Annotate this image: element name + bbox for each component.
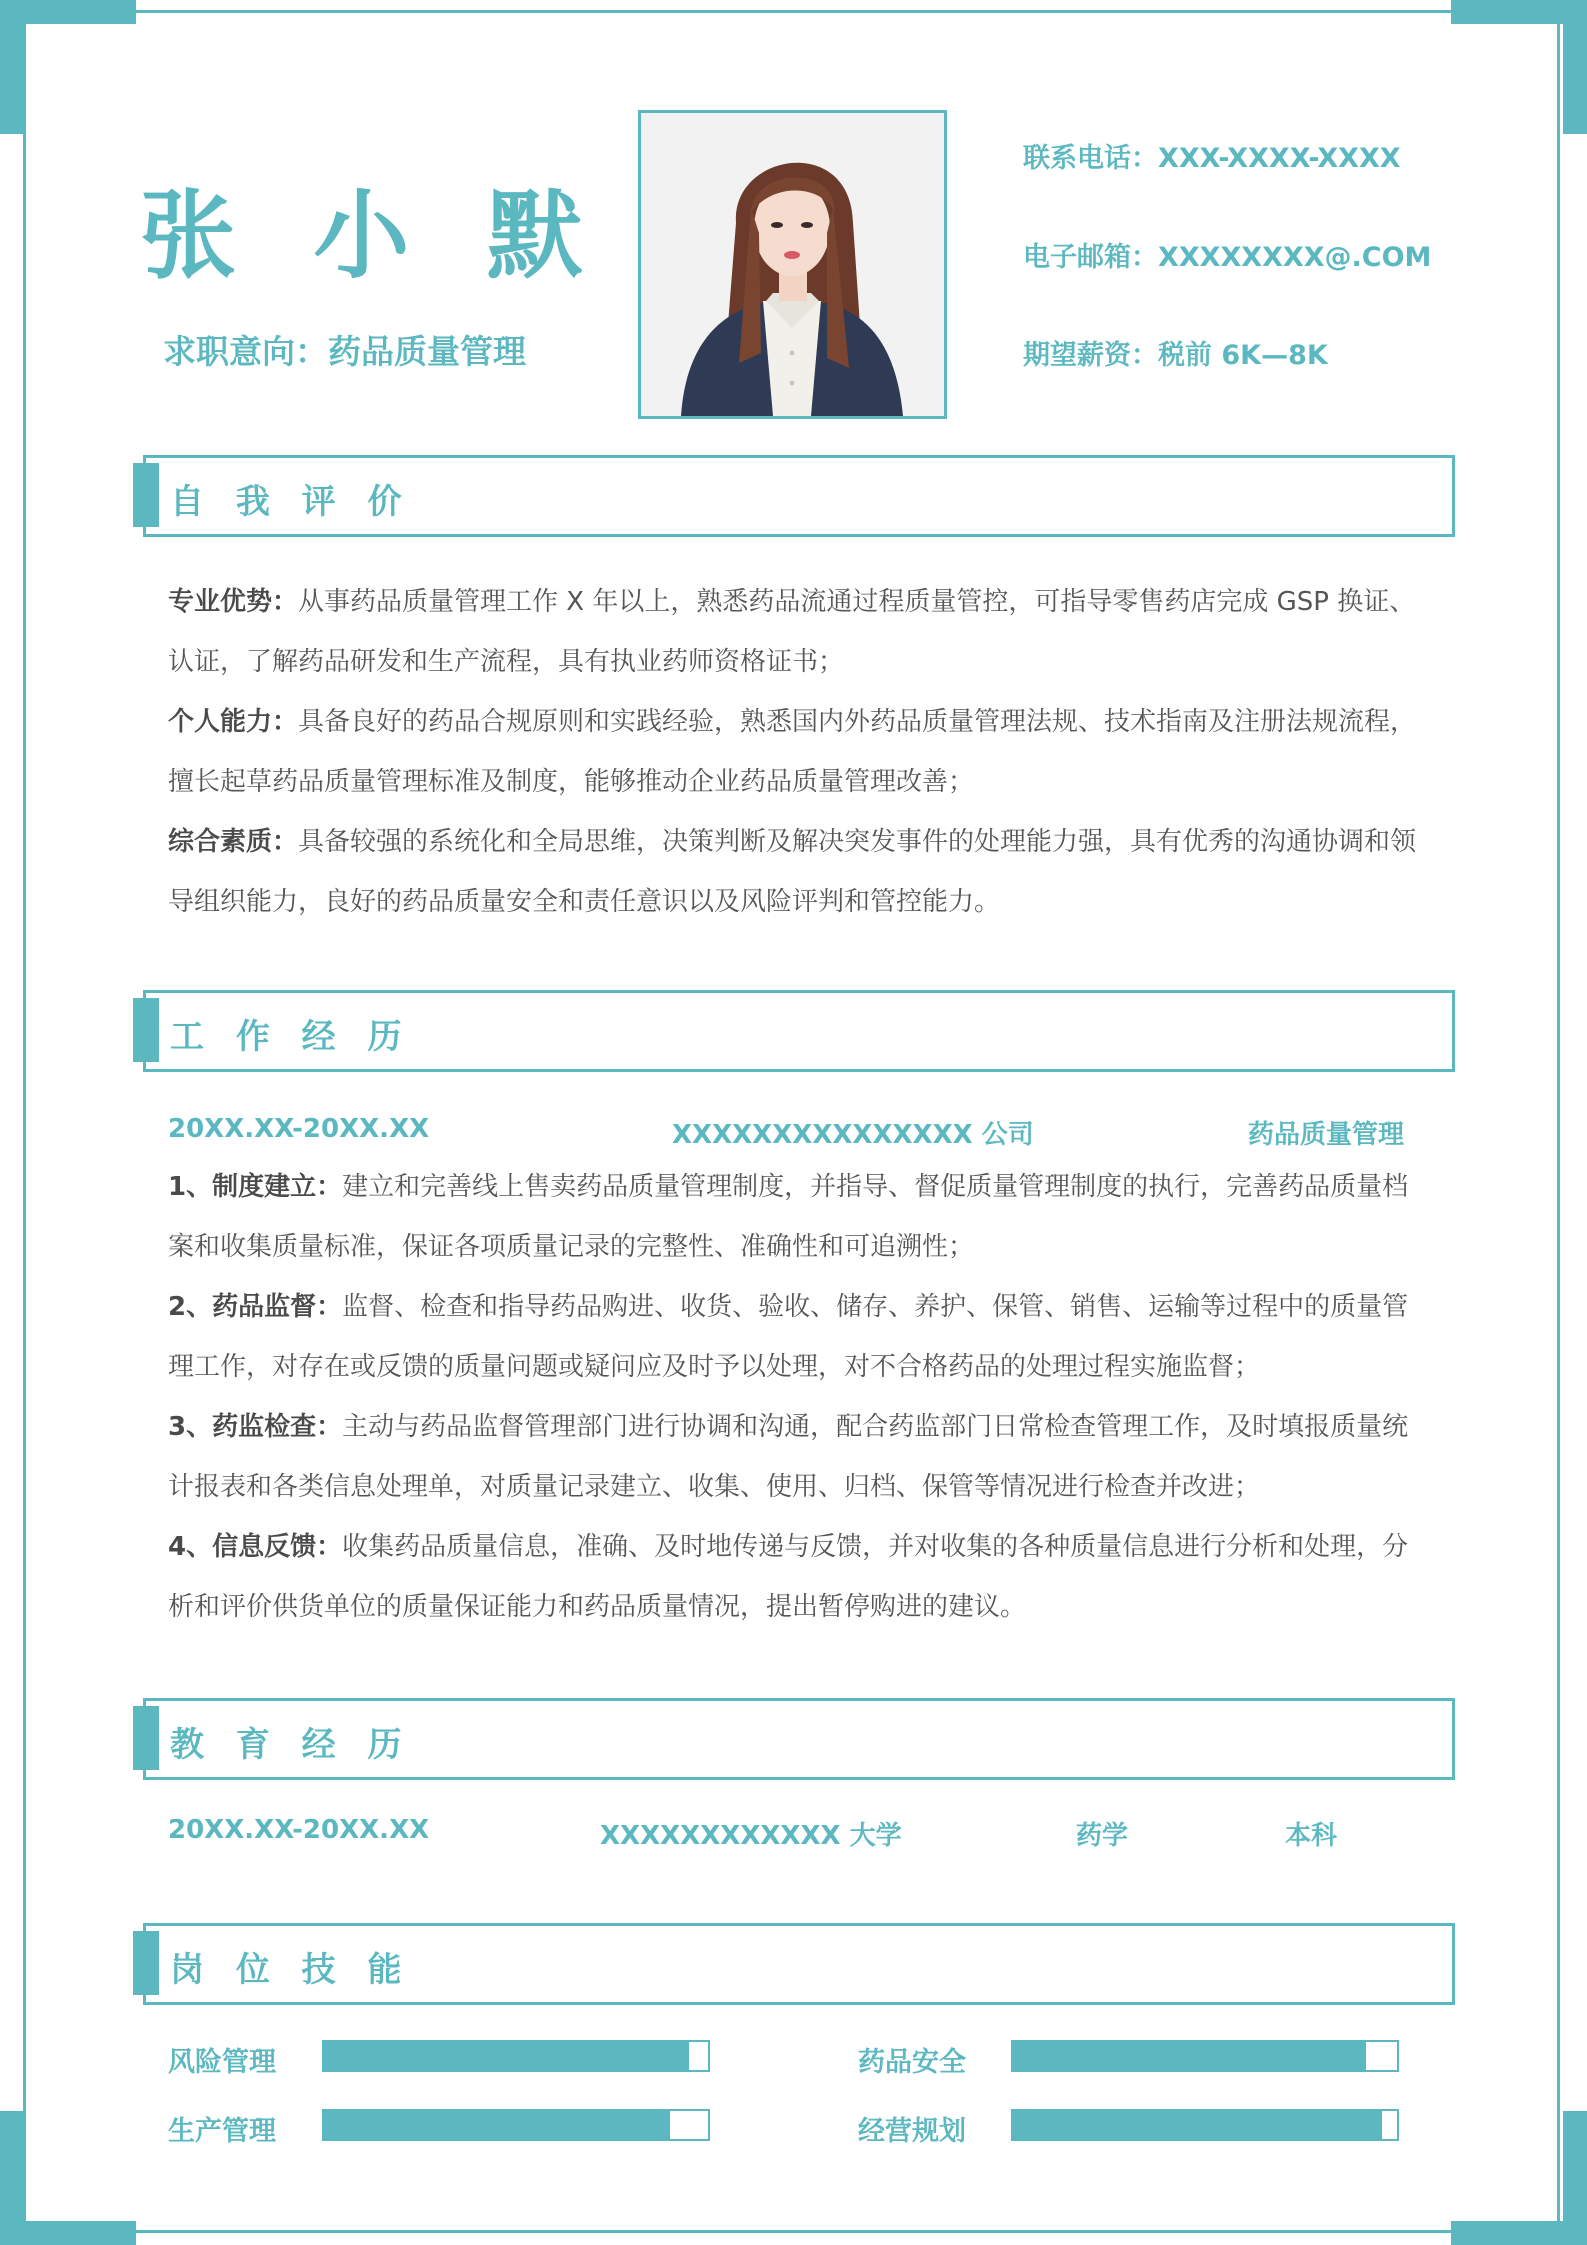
skill-bar <box>1011 2109 1399 2141</box>
skill-label: 经营规划 <box>858 2116 966 2147</box>
skill-bar-fill <box>1013 2042 1366 2070</box>
corner-top-right-v <box>1563 0 1587 134</box>
work-position: 药品质量管理 <box>1248 1120 1405 1150</box>
item-text: 收集药品质量信息，准确、及时地传递与反馈，并对收集的各种质量信息进行分析和处理，分析和评价供货单位的质量保证能力和药品质量情况，提出暂停购进的建议。 <box>168 1532 1409 1622</box>
self-eval-item <box>168 692 1428 812</box>
item-text: 建立和完善线上售卖药品质量管理制度，并指导、督促质量管理制度的执行，完善药品质量档案和收集质量标准，保证各项质量记录的完整性、准确性和可追溯性； <box>168 1172 1409 1262</box>
work-body <box>168 1157 1428 1637</box>
skill-label: 风险管理 <box>168 2047 276 2078</box>
skill-bar-fill <box>324 2111 670 2139</box>
self-eval-body <box>168 572 1428 932</box>
item-label: 3、药监检查： <box>168 1412 343 1442</box>
work-period: 20XX.XX-20XX.XX <box>168 1114 430 1144</box>
job-intent: 求职意向：药品质量管理 <box>163 332 526 371</box>
self-eval-item <box>168 572 1428 692</box>
section-title-work: 工 作 经 历 <box>170 1017 412 1057</box>
skill-bar-fill <box>1013 2111 1382 2139</box>
edu-major: 药学 <box>1076 1821 1129 1851</box>
work-company: XXXXXXXXXXXXXXX 公司 <box>672 1120 1034 1150</box>
section-accent-bar <box>133 1706 159 1770</box>
contact-salary: 期望薪资：税前 6K—8K <box>1023 340 1328 371</box>
item-label: 专业优势： <box>168 587 299 617</box>
skill-label: 生产管理 <box>168 2116 276 2147</box>
item-text: 主动与药品监督管理部门进行协调和沟通，配合药监部门日常检查管理工作，及时填报质量统计报表和各类信息处理单，对质量记录建立、收集、使用、归档、保管等情况进行检查并改进； <box>168 1412 1409 1502</box>
item-label: 1、制度建立： <box>168 1172 343 1202</box>
item-label: 2、药品监督： <box>168 1292 343 1322</box>
skill-bar <box>322 2109 710 2141</box>
corner-bottom-right-v <box>1563 2111 1587 2245</box>
section-title-skills: 岗 位 技 能 <box>170 1950 412 1990</box>
work-item <box>168 1157 1428 1277</box>
item-text: 具备较强的系统化和全局思维，决策判断及解决突发事件的处理能力强，具有优秀的沟通协调和领导组织能力，良好的药品质量安全和责任意识以及风险评判和管控能力。 <box>168 827 1417 917</box>
self-eval-item <box>168 812 1428 932</box>
skill-bar-fill <box>324 2042 689 2070</box>
skill-bar <box>322 2040 710 2072</box>
item-text: 从事药品质量管理工作 X 年以上，熟悉药品流通过程质量管控，可指导零售药店完成 GSP 换证、认证，了解药品研发和生产流程，具有执业药师资格证书； <box>168 587 1416 677</box>
work-item <box>168 1277 1428 1397</box>
work-item <box>168 1397 1428 1517</box>
contact-phone: 联系电话：XXX-XXXX-XXXX <box>1023 143 1401 174</box>
item-label: 个人能力： <box>168 707 299 737</box>
corner-bottom-left-v <box>0 2111 24 2245</box>
section-title-self-eval: 自 我 评 价 <box>170 482 412 522</box>
skill-label: 药品安全 <box>858 2047 966 2078</box>
section-title-education: 教 育 经 历 <box>170 1725 412 1765</box>
item-text: 监督、检查和指导药品购进、收货、验收、储存、养护、保管、销售、运输等过程中的质量管理工作，对存在或反馈的质量问题或疑问应及时予以处理，对不合格药品的处理过程实施监督； <box>168 1292 1409 1382</box>
edu-period: 20XX.XX-20XX.XX <box>168 1815 430 1845</box>
item-label: 4、信息反馈： <box>168 1532 343 1562</box>
section-accent-bar <box>133 1931 159 1995</box>
contact-email: 电子邮箱：XXXXXXXX@.COM <box>1023 242 1432 273</box>
work-item <box>168 1517 1428 1637</box>
candidate-name: 张 小 默 <box>140 180 605 292</box>
corner-top-left-v <box>0 0 24 134</box>
portrait-illustration <box>641 113 944 416</box>
profile-photo <box>638 110 947 419</box>
skill-bar <box>1011 2040 1399 2072</box>
section-accent-bar <box>133 463 159 527</box>
edu-school: XXXXXXXXXXXX 大学 <box>600 1821 902 1851</box>
section-accent-bar <box>133 998 159 1062</box>
item-text: 具备良好的药品合规原则和实践经验，熟悉国内外药品质量管理法规、技术指南及注册法规流程，擅长起草药品质量管理标准及制度，能够推动企业药品质量管理改善； <box>168 707 1417 797</box>
edu-degree: 本科 <box>1285 1821 1338 1851</box>
item-label: 综合素质： <box>168 827 299 857</box>
